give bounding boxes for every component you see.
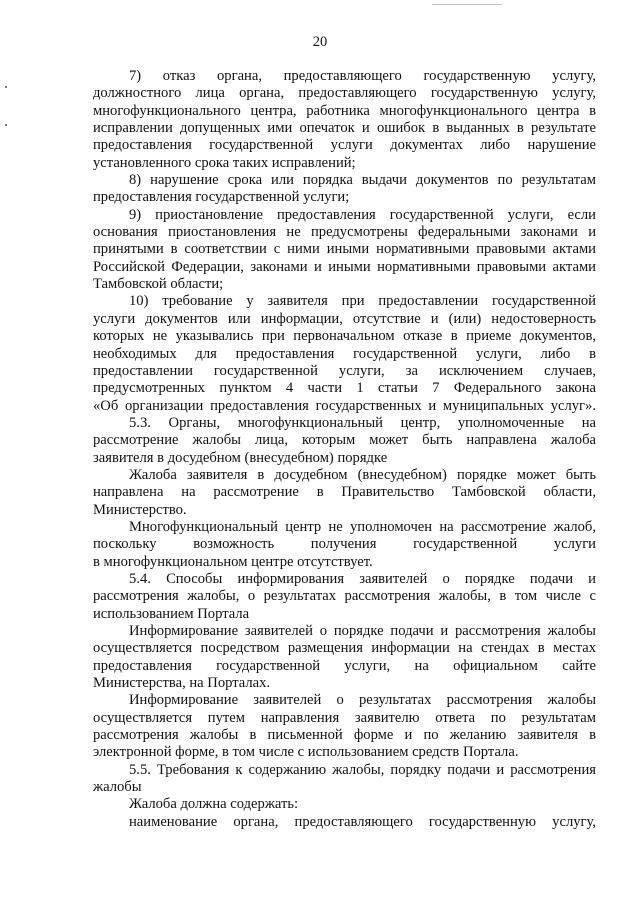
text-line: предоставлении государственной услуги, за исключением случаев, — [93, 362, 596, 379]
text-line: 5.5. Требования к содержанию жалобы, порядку подачи и рассмотрения — [129, 761, 596, 778]
text-line: которых не указывались при первоначальном отказе в приеме документов, — [93, 328, 596, 345]
text-line: наименование органа, предоставляющего государственную услугу, — [129, 813, 596, 830]
text-line: жалобы — [93, 779, 142, 796]
text-line: необходимых для предоставления государственной услуги, либо в — [93, 345, 596, 362]
text-line: использованием Портала — [93, 605, 250, 622]
text-line: Многофункциональный центр не уполномочен на рассмотрение жалоб, — [129, 518, 596, 535]
text-line: 5.3. Органы, многофункциональный центр, уполномоченные на — [129, 414, 596, 431]
text-line: осуществляется посредством размещения информации на стендах в местах — [93, 640, 596, 657]
text-line: 9) приостановление предоставления государственной услуги, если — [129, 206, 596, 223]
text-line: поскольку возможность получения государственной услуги — [93, 536, 596, 553]
text-line: многофункционального центра, работника многофункционального центра в — [93, 102, 596, 119]
text-line: Информирование заявителей о результатах рассмотрения жалобы — [129, 692, 596, 709]
text-line: услуги документов или информации, отсутствие и (или) недостоверность — [93, 310, 596, 327]
text-line: должностного лица органа, предоставляющего государственную услугу, — [93, 85, 596, 102]
text-line: Жалоба заявителя в досудебном (внесудебном) порядке может быть — [129, 466, 596, 483]
text-line: электронной форме, в том числе с использованием средств Портала. — [93, 744, 519, 761]
scan-edge-dot — [5, 124, 7, 126]
text-line: принятыми в соответствии с ними иными нормативными правовыми актами — [93, 241, 596, 258]
text-line: Информирование заявителей о порядке подачи и рассмотрения жалобы — [129, 623, 596, 639]
text-line: Тамбовской области; — [93, 276, 224, 293]
text-line: 8) нарушение срока или порядка выдачи документов по результатам — [129, 172, 596, 189]
text-line: заявителя в досудебном (внесудебном) порядке — [93, 449, 388, 466]
text-line: установленного срока таких исправлений; — [93, 154, 356, 171]
text-line: в многофункциональном центре отсутствует. — [93, 553, 373, 570]
text-line: Министерство. — [93, 501, 187, 518]
text-line: рассмотрения жалобы в письменной форме и по желанию заявителя в — [93, 727, 596, 744]
text-line: Министерства, на Порталах. — [93, 675, 271, 692]
text-line: предоставления государственной услуги; — [93, 189, 350, 206]
text-line: 7) отказ органа, предоставляющего государственную услугу, — [129, 68, 596, 84]
text-line: Российской Федерации, законами и иными нормативными правовыми актами — [93, 258, 596, 275]
text-line: осуществляется путем направления заявителю ответа по результатам — [93, 709, 596, 726]
text-line: «Об организации предоставления государственных и муниципальных услуг». — [93, 397, 596, 414]
text-line: Жалоба должна содержать: — [129, 796, 299, 813]
text-line: исправлении допущенных ими опечаток и ошибок в выданных в результате — [93, 120, 596, 137]
text-line: рассмотрения жалобы, о результатах рассмотрения жалобы, в том числе с — [93, 588, 596, 605]
text-line: 5.4. Способы информирования заявителей о порядке подачи и — [129, 570, 596, 587]
text-line: 10) требование у заявителя при предоставлении государственной — [129, 293, 596, 310]
scan-artifact-mark — [432, 4, 502, 7]
text-line: основания приостановления не предусмотрены федеральными законами и — [93, 224, 596, 241]
text-line: рассмотрение жалобы лица, которым может быть направлена жалоба — [93, 432, 596, 449]
text-line: предоставления государственной услуги документах либо нарушение — [93, 137, 596, 154]
text-line: предусмотренных пунктом 4 части 1 статьи 7 Федерального закона — [93, 380, 596, 397]
scan-edge-dot — [5, 86, 7, 88]
document-body — [93, 68, 596, 831]
page-number: 20 — [312, 34, 328, 50]
text-line: предоставления государственной услуги, на официальном сайте — [93, 657, 596, 674]
text-line: направлена на рассмотрение в Правительство Тамбовской области, — [93, 484, 596, 501]
